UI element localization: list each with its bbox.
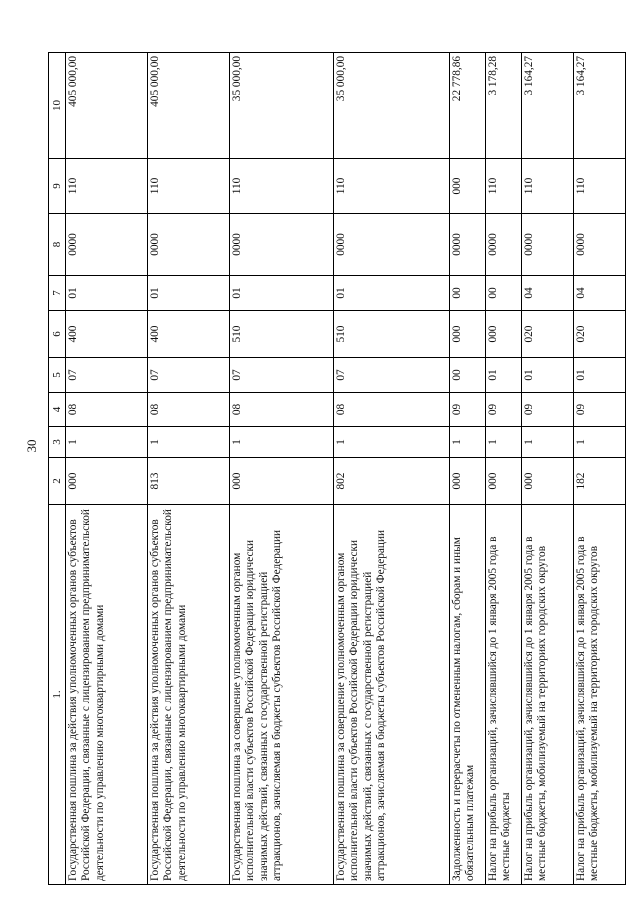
- row-description: Налог на прибыль организаций, зачислявшийся до 1 января 2005 года в местные бюджеты, мобилизуемый на территориях городских округов: [574, 505, 626, 885]
- row-code-9: 110: [148, 159, 230, 214]
- row-code-4: 08: [230, 393, 334, 427]
- row-code-5: 07: [66, 358, 148, 393]
- table-row: [574, 53, 626, 885]
- row-code-6: 400: [66, 311, 148, 358]
- row-code-8: 0000: [522, 214, 574, 276]
- row-amount: 3 164,27: [574, 53, 626, 159]
- row-code-8: 0000: [574, 214, 626, 276]
- row-code-2: 000: [486, 458, 522, 505]
- row-code-8: 0000: [66, 214, 148, 276]
- row-amount: 405 000,00: [148, 53, 230, 159]
- row-code-2: 813: [148, 458, 230, 505]
- page-number: 30: [24, 439, 39, 453]
- row-code-2: 000: [450, 458, 486, 505]
- row-code-2: 000: [522, 458, 574, 505]
- rotated-table-wrapper: [48, 53, 601, 885]
- row-code-3: 1: [486, 427, 522, 458]
- row-code-4: 09: [522, 393, 574, 427]
- row-code-5: 01: [522, 358, 574, 393]
- row-code-3: 1: [334, 427, 450, 458]
- row-code-9: 110: [522, 159, 574, 214]
- row-code-6: 400: [148, 311, 230, 358]
- col-header-3: 3: [49, 427, 66, 458]
- row-description: Государственная пошлина за совершение уполномоченным органом исполнительной власти субъектов Российской Федерации юридически значимых действий, связанных с государственной регистрацией аттракционов, зачисляемая в бюджеты субъектов Российской Федерации: [230, 505, 334, 885]
- row-description: Государственная пошлина за действия уполномоченных органов субъектов Российской Федерации, связанные с лицензированием предпринимательской деятельности по управлению многоквартирными домами: [66, 505, 148, 885]
- row-code-8: 0000: [230, 214, 334, 276]
- table-row: [148, 53, 230, 885]
- row-code-7: 01: [148, 276, 230, 311]
- row-code-2: 182: [574, 458, 626, 505]
- budget-revenue-table: [48, 52, 626, 885]
- row-code-7: 04: [574, 276, 626, 311]
- row-code-4: 09: [574, 393, 626, 427]
- row-amount: 22 778,86: [450, 53, 486, 159]
- row-code-4: 08: [66, 393, 148, 427]
- col-header-7: 7: [49, 276, 66, 311]
- col-header-4: 4: [49, 393, 66, 427]
- row-code-4: 09: [450, 393, 486, 427]
- row-code-3: 1: [230, 427, 334, 458]
- row-code-3: 1: [450, 427, 486, 458]
- row-code-7: 01: [334, 276, 450, 311]
- row-code-5: 07: [148, 358, 230, 393]
- col-header-10: 10: [49, 53, 66, 159]
- row-description: Налог на прибыль организаций, зачислявшийся до 1 января 2005 года в местные бюджеты, мобилизуемый на территориях городских округов: [522, 505, 574, 885]
- header-row: [49, 53, 66, 885]
- row-code-6: 510: [230, 311, 334, 358]
- row-description: Налог на прибыль организаций, зачислявшийся до 1 января 2005 года в местные бюджеты: [486, 505, 522, 885]
- row-code-4: 08: [334, 393, 450, 427]
- row-code-6: 000: [486, 311, 522, 358]
- row-code-9: 000: [450, 159, 486, 214]
- col-header-2: 2: [49, 458, 66, 505]
- row-code-4: 08: [148, 393, 230, 427]
- row-amount: 405 000,00: [66, 53, 148, 159]
- row-code-8: 0000: [334, 214, 450, 276]
- row-amount: 3 178,28: [486, 53, 522, 159]
- row-code-9: 110: [334, 159, 450, 214]
- row-code-5: 07: [230, 358, 334, 393]
- row-code-7: 00: [486, 276, 522, 311]
- row-code-6: 020: [522, 311, 574, 358]
- row-code-3: 1: [522, 427, 574, 458]
- row-code-6: 020: [574, 311, 626, 358]
- col-header-8: 8: [49, 214, 66, 276]
- row-code-8: 0000: [450, 214, 486, 276]
- row-amount: 35 000,00: [334, 53, 450, 159]
- row-code-5: 01: [486, 358, 522, 393]
- col-header-1: 1.: [49, 505, 66, 885]
- row-code-3: 1: [574, 427, 626, 458]
- row-code-8: 0000: [148, 214, 230, 276]
- table-row: [450, 53, 486, 885]
- col-header-5: 5: [49, 358, 66, 393]
- row-description: Задолженность и перерасчеты по отмененным налогам, сборам и иным обязательным платежам: [450, 505, 486, 885]
- table-row: [522, 53, 574, 885]
- row-code-5: 00: [450, 358, 486, 393]
- row-code-2: 802: [334, 458, 450, 505]
- col-header-9: 9: [49, 159, 66, 214]
- row-description: Государственная пошлина за совершение уполномоченным органом исполнительной власти субъектов Российской Федерации юридически значимых действий, связанных с государственной регистрацией аттракционов, зачисляемая в бюджеты субъектов Российской Федерации: [334, 505, 450, 885]
- row-code-4: 09: [486, 393, 522, 427]
- row-code-5: 07: [334, 358, 450, 393]
- row-code-2: 000: [66, 458, 148, 505]
- row-code-9: 110: [66, 159, 148, 214]
- row-code-8: 0000: [486, 214, 522, 276]
- table-row: [66, 53, 148, 885]
- table-row: [230, 53, 334, 885]
- row-code-3: 1: [66, 427, 148, 458]
- row-code-2: 000: [230, 458, 334, 505]
- row-amount: 35 000,00: [230, 53, 334, 159]
- row-code-6: 000: [450, 311, 486, 358]
- table-row: [486, 53, 522, 885]
- row-amount: 3 164,27: [522, 53, 574, 159]
- row-code-5: 01: [574, 358, 626, 393]
- col-header-6: 6: [49, 311, 66, 358]
- table-row: [334, 53, 450, 885]
- row-code-7: 04: [522, 276, 574, 311]
- row-code-7: 01: [66, 276, 148, 311]
- row-code-9: 110: [574, 159, 626, 214]
- row-code-7: 00: [450, 276, 486, 311]
- row-code-6: 510: [334, 311, 450, 358]
- row-code-9: 110: [486, 159, 522, 214]
- row-code-3: 1: [148, 427, 230, 458]
- row-code-7: 01: [230, 276, 334, 311]
- row-code-9: 110: [230, 159, 334, 214]
- row-description: Государственная пошлина за действия уполномоченных органов субъектов Российской Федерации, связанные с лицензированием предпринимательской деятельности по управлению многоквартирными домами: [148, 505, 230, 885]
